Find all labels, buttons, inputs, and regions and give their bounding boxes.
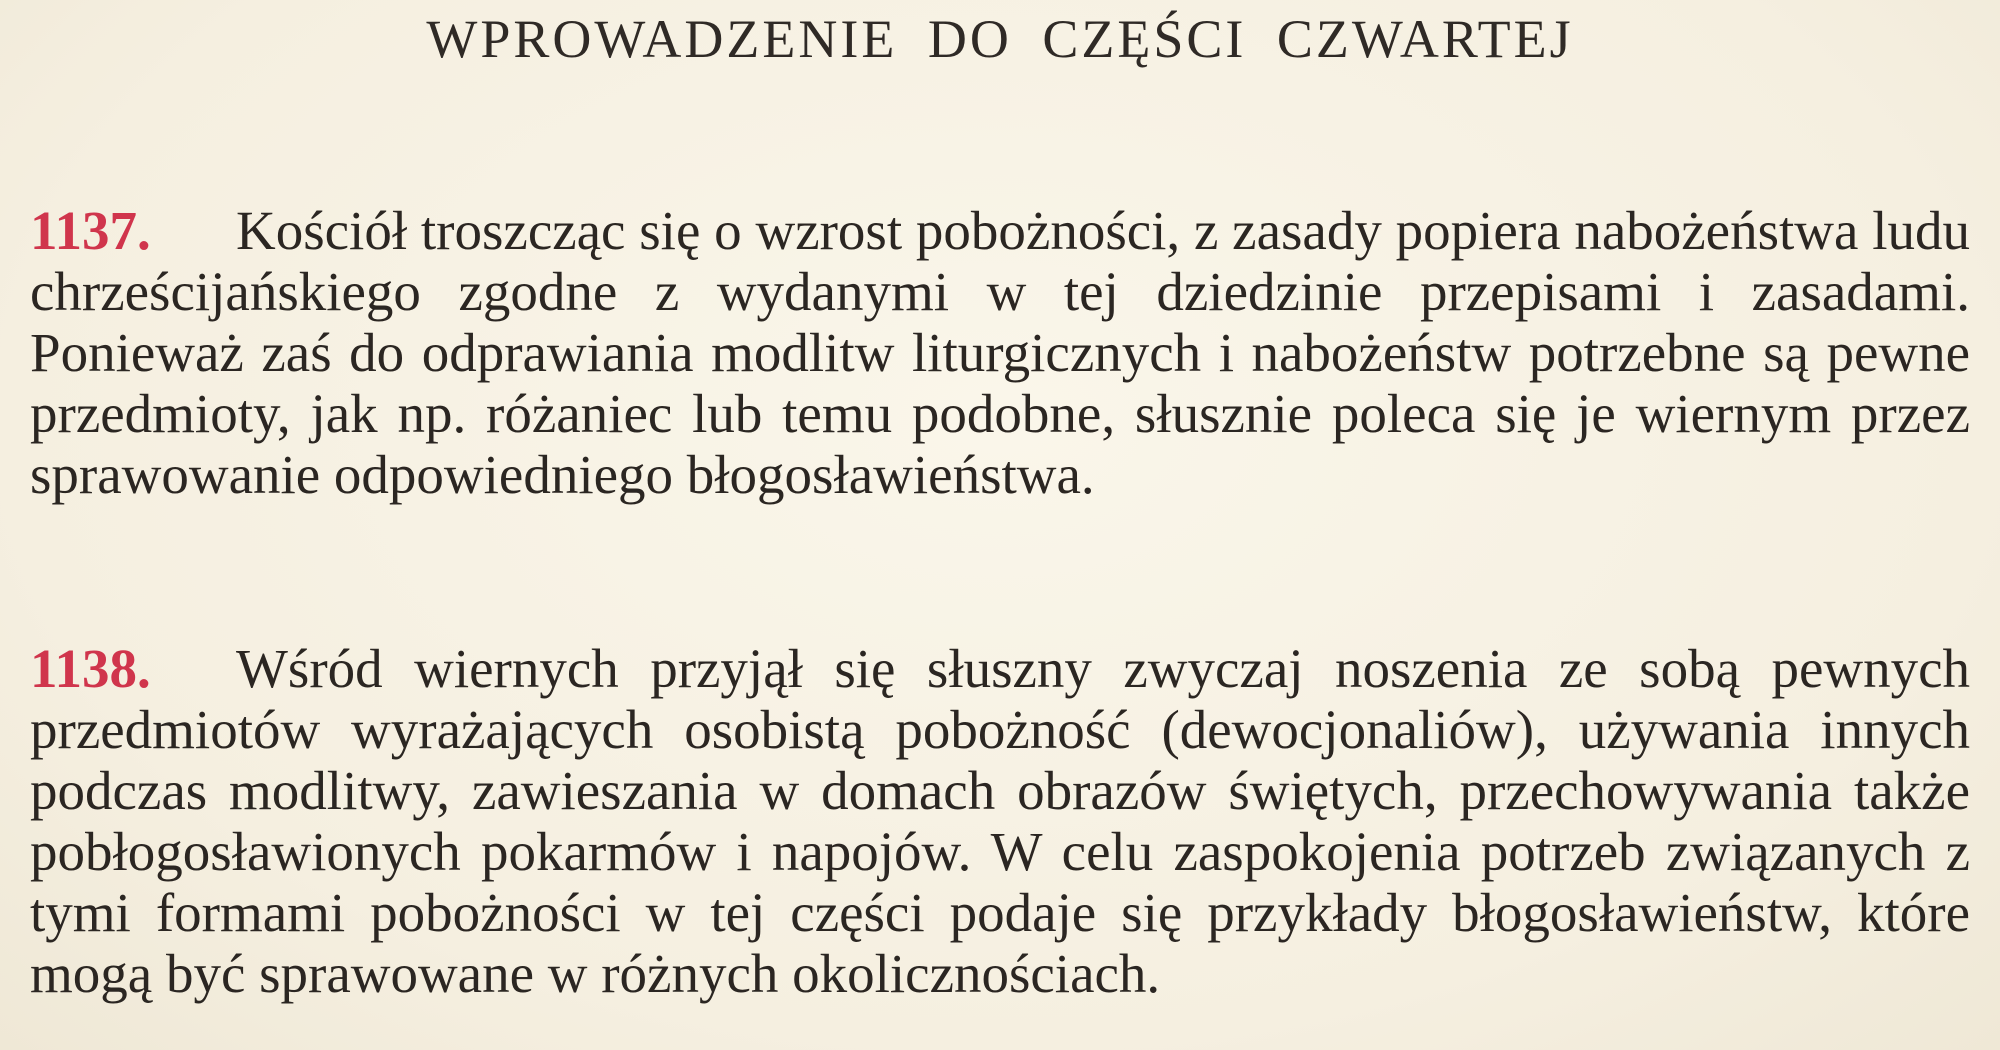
bleed-through-decoration [0, 535, 2000, 609]
paragraph-number: 1137. [30, 200, 151, 261]
paragraph-1137 [30, 200, 1970, 505]
bleed-through-decoration [0, 95, 2000, 142]
paragraph-text: Kościół troszcząc się o wzrost pobożności, z zasady popiera nabożeństwa ludu chrześcijańskiego zgodne z wydanymi w tej dziedzinie przepisami i zasadami. Ponieważ zaś do odprawiania modlitw liturgicznych i nabożeństw potrzebne są pewne przedmioty, jak np. różaniec lub temu podobne, słusznie poleca się je wiernym przez sprawowanie odpowiedniego błogosławieństwa. [30, 200, 1970, 505]
section-heading: WPROWADZENIE DO CZĘŚCI CZWARTEJ [426, 9, 1574, 69]
paragraph-number: 1138. [30, 638, 151, 699]
paragraph-1138 [30, 638, 1970, 1004]
paragraph-text: Wśród wiernych przyjął się słuszny zwyczaj noszenia ze sobą pewnych przedmiotów wyrażających osobistą pobożność (dewocjonaliów), używania innych podczas modlitwy, zawieszania w domach obrazów świętych, przechowywania także pobłogosławionych pokarmów i napojów. W celu zaspokojenia potrzeb związanych z tymi formami pobożności w tej części podaje się przykłady błogosławieństw, które mogą być sprawowane w różnych okolicznościach. [30, 638, 1970, 1004]
